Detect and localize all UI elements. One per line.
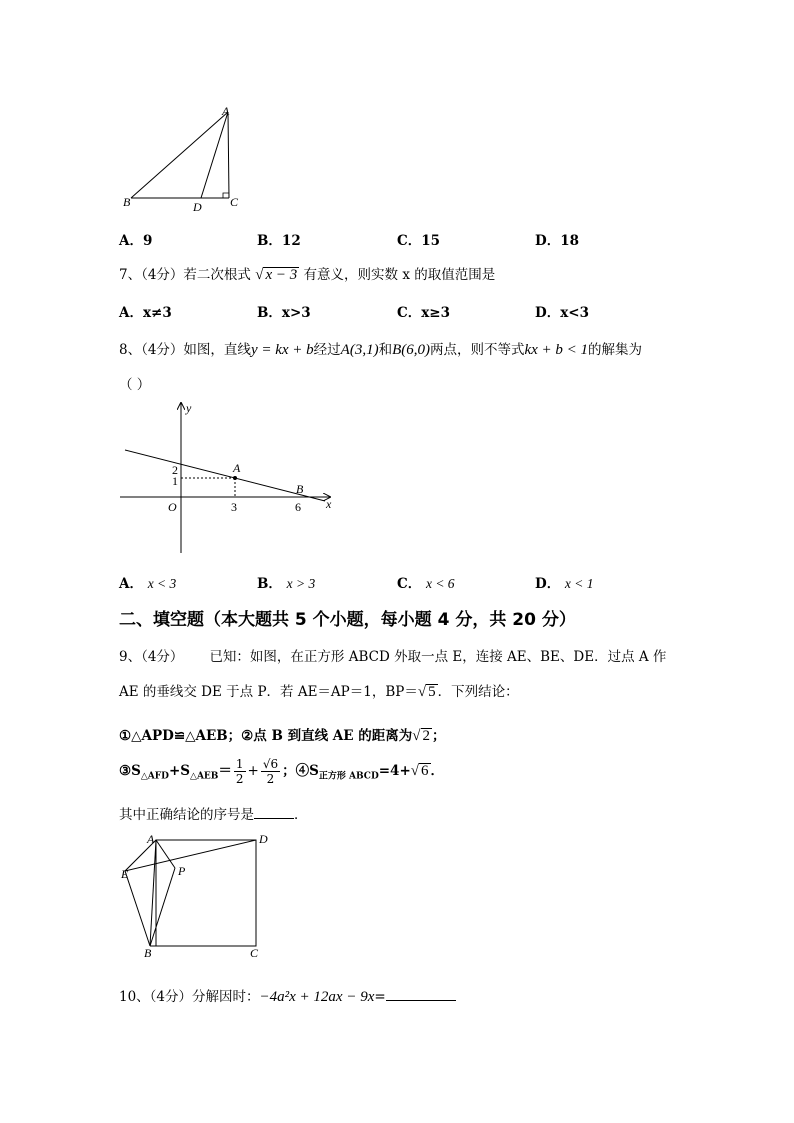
q6-option-c: C．15	[397, 233, 441, 249]
q6-option-d: D．18	[535, 233, 580, 249]
q9-label-P: P	[178, 864, 186, 878]
q8-label-B: B	[296, 482, 304, 496]
q8-tick-3: 3	[231, 500, 237, 514]
q8-label-A: A	[233, 461, 241, 475]
q9-conclusions-1-2: ①△APD≌△AEB；②点 B 到直线 AE 的距离为√ 2 ；	[119, 728, 446, 744]
q8-option-d: D． x < 1	[535, 576, 594, 592]
q9-label-C: C	[250, 946, 259, 960]
q6-label-A: A	[222, 104, 230, 118]
q9-line-1: 9、（4分） 已知：如图，在正方形 ABCD 外取一点 E，连接 AE、BE、DE．过点 A 作	[119, 649, 667, 665]
q8-option-b: B． x > 3	[257, 576, 316, 592]
q8-tick-1: 1	[172, 474, 178, 488]
q9-line-2: AE 的垂线交 DE 于点 P．若 AE＝AP＝1，BP＝√ 5 ．下列结论：	[119, 684, 519, 700]
q8-label-y: y	[186, 401, 192, 415]
q9-label-D: D	[259, 832, 268, 846]
q9-label-A: A	[147, 832, 155, 846]
q9-question: 其中正确结论的序号是 ．	[119, 807, 308, 823]
q9-label-E: E	[121, 867, 129, 881]
q8-graph-figure	[115, 398, 340, 558]
q8-stem: 8、（4分）如图，直线y = kx + b经过A(3,1)和B(6,0)两点，则不等式kx + b < 1的解集为	[119, 342, 643, 358]
q6-label-C: C	[230, 195, 239, 209]
q8-answer-paren: （ ）	[119, 377, 151, 393]
q8-option-c: C． x < 6	[397, 576, 455, 592]
section-2-heading: 二、填空题（本大题共 5 个小题，每小题 4 分，共 20 分）	[119, 610, 576, 630]
q10-answer-blank	[386, 1000, 456, 1001]
q8-tick-6: 6	[295, 500, 301, 514]
q6-label-D: D	[193, 200, 202, 214]
q7-option-d: D．x<3	[535, 305, 589, 321]
q8-label-O: O	[168, 500, 177, 514]
q10-stem: 10、（4分）分解因时：−4a²x + 12ax − 9x=	[119, 985, 456, 1006]
q9-answer-blank	[254, 818, 294, 819]
q6-option-b: B．12	[257, 233, 301, 249]
q6-label-B: B	[123, 195, 131, 209]
q8-option-a: A． x < 3	[119, 576, 177, 592]
q7-option-c: C．x≥3	[397, 305, 451, 321]
q7-option-b: B．x>3	[257, 305, 311, 321]
q8-label-x: x	[326, 497, 332, 511]
q6-option-a: A．9	[119, 233, 153, 249]
q9-square-figure	[115, 828, 275, 963]
q7-stem: 7、（4分）若二次根式 √ x − 3 有意义，则实数 x 的取值范围是	[119, 267, 496, 283]
q8-tick-2: 2	[172, 463, 178, 477]
q9-label-B: B	[144, 946, 152, 960]
q9-conclusions-3-4: $③S_{\triangle AFD}+S_{\triangle AEB}=$ $\frac{1}{2}$ + $\frac{√6}{2}$ ；$④S_{正方形 ABCD}=4+√$ 6 ．	[119, 757, 445, 786]
q6-triangle-figure	[115, 100, 255, 215]
q7-option-a: A．x≠3	[119, 305, 172, 321]
q7-radicand: x − 3	[265, 267, 298, 283]
